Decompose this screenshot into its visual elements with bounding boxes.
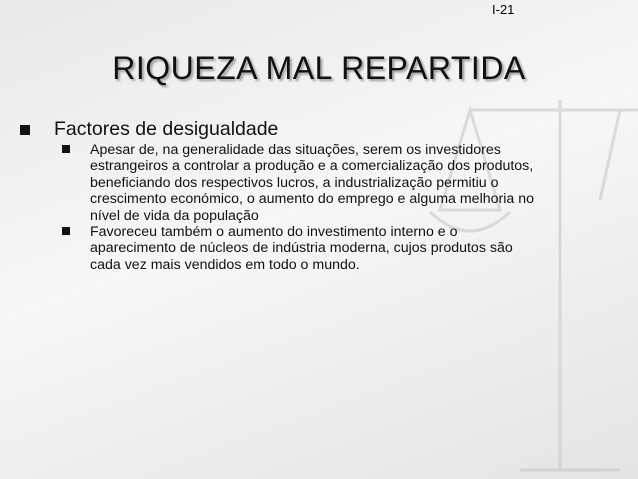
- subbullet-line: aparecimento de núcleos de indústria moderna, cujos produtos são: [90, 240, 513, 257]
- subbullet-line: crescimento económico, o aumento do emprego e alguma melhoria no: [90, 191, 534, 208]
- subbullet-line: Apesar de, na generalidade das situações, serem os investidores: [90, 142, 501, 158]
- subbullet-line: nível de vida da população: [90, 207, 259, 224]
- bullet-square-icon: [62, 145, 70, 153]
- bullet-text: Factores de desigualdade: [54, 118, 279, 140]
- bullet-square-icon: [20, 125, 30, 135]
- slide-title: RIQUEZA MAL REPARTIDA: [112, 50, 526, 86]
- bullet-square-icon: [62, 227, 70, 235]
- subbullet-line: cada vez mais vendidos em todo o mundo.: [90, 256, 360, 273]
- slide-number: I-21: [492, 2, 515, 17]
- subbullet-line: estrangeiros a controlar a produção e a comercialização dos produtos,: [90, 158, 534, 175]
- bullet-factores: [20, 118, 278, 141]
- subbullet-line: Favoreceu também o aumento do investimento interno e o: [90, 224, 458, 240]
- subbullet-line: beneficiando dos respectivos lucros, a industrialização permitiu o: [90, 174, 499, 191]
